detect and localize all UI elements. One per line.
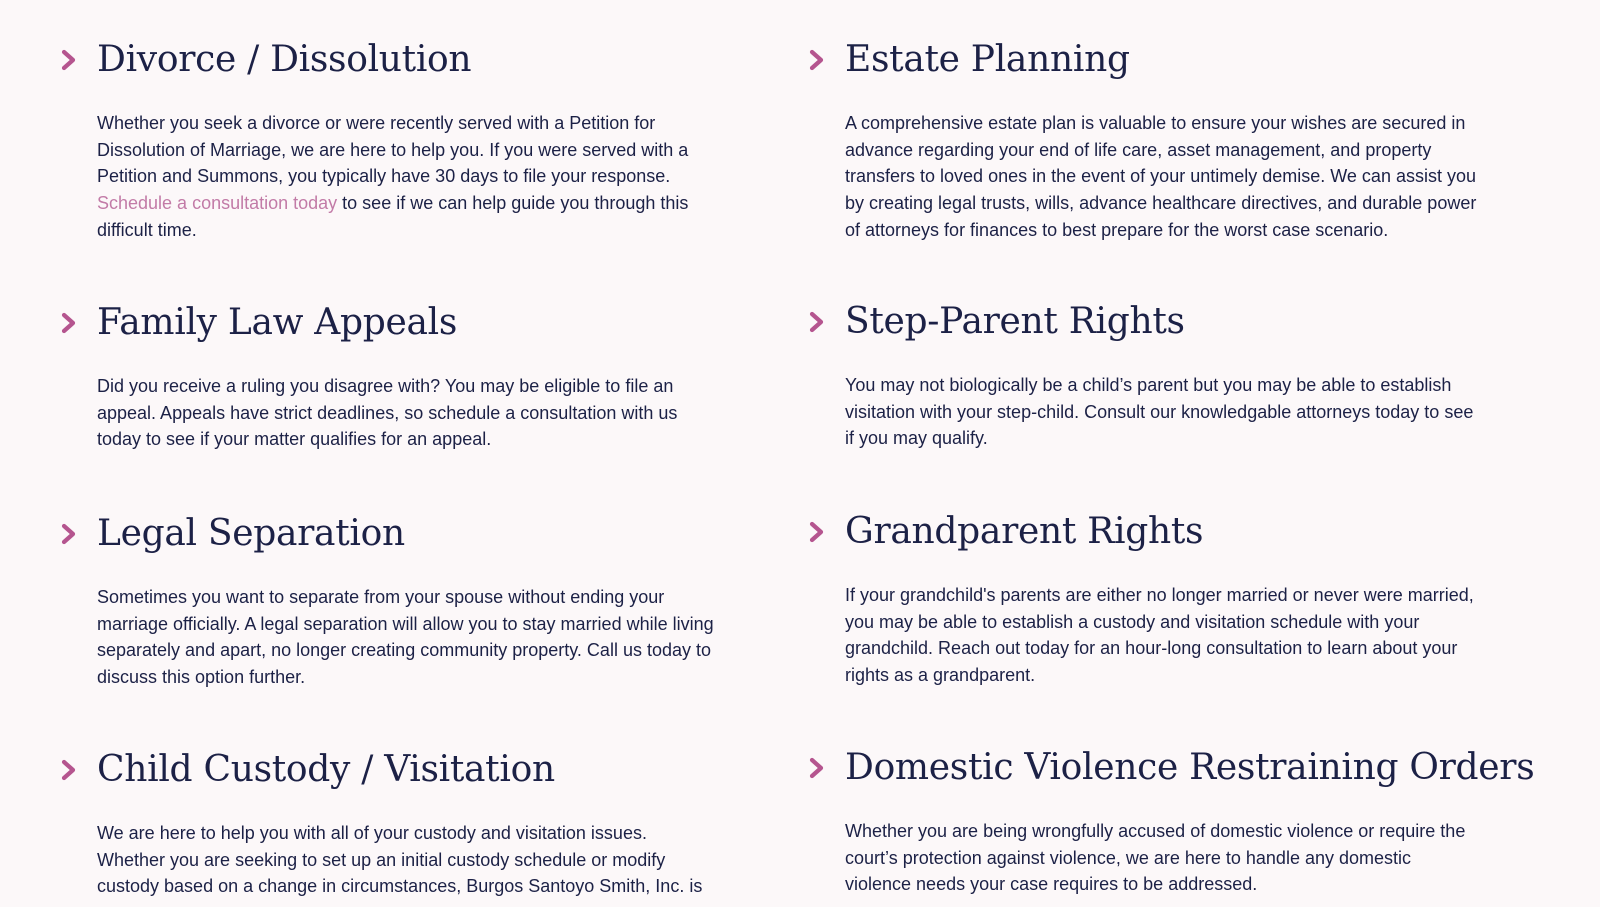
chevron-right-icon [60, 48, 82, 72]
practice-area-header [808, 746, 1535, 796]
practice-area-description: A comprehensive estate plan is valuable to ensure your wishes are secured in advance regarding your end of life care, asset management, and property transfers to loved ones in the event of your untimely demise. We can assist you by creating legal trusts, wills, advance healthcare directives, and durable power of attorneys for finances to best prepare for the worst case scenario. [845, 113, 1477, 240]
chevron-right-icon [60, 311, 82, 335]
chevron-right-icon [60, 522, 82, 546]
practice-area-grandparent-rights [808, 510, 1488, 689]
schedule-consultation-link[interactable]: Schedule a consultation today [97, 193, 338, 214]
practice-area-family-law-appeals [60, 301, 720, 453]
practice-area-legal-separation [60, 512, 720, 691]
practice-area-header [808, 510, 1488, 560]
practice-area-description: Sometimes you want to separate from your spouse without ending your marriage officially. A legal separation will allow you to stay married while living separately and apart, no longer creating community property. Call us today to discuss this option further. [97, 587, 714, 688]
practice-area-header [60, 748, 720, 798]
practice-area-title: Child Custody / Visitation [97, 749, 555, 790]
chevron-right-icon [808, 756, 830, 780]
chevron-right-icon [60, 758, 82, 782]
practice-area-description: Whether you are being wrongfully accused of domestic violence or require the court’s protection against violence, we are here to handle any domestic violence needs your case requires to be addressed. [845, 821, 1466, 895]
practice-area-title: Step-Parent Rights [845, 301, 1185, 342]
practice-area-title: Legal Separation [97, 513, 405, 554]
practice-area-description: Did you receive a ruling you disagree with? You may be eligible to file an appeal. Appeals have strict deadlines, so schedule a consultation with us today to see if your matter qualifies for an appeal. [97, 376, 678, 450]
practice-area-header [808, 300, 1488, 350]
practice-area-divorce [60, 38, 720, 244]
practice-area-header [60, 301, 720, 351]
practice-area-title: Domestic Violence Restraining Orders [845, 747, 1535, 788]
practice-area-description: If your grandchild's parents are either no longer married or never were married, you may be able to establish a custody and visitation schedule with your grandchild. Reach out today for an hour-long consultation to learn about your rights as a grandparent. [845, 585, 1474, 686]
practice-area-description [60, 110, 717, 244]
practice-area-estate-planning [808, 38, 1488, 244]
chevron-right-icon [808, 310, 830, 334]
practice-area-title: Estate Planning [845, 39, 1130, 80]
practice-area-header [60, 38, 720, 88]
chevron-right-icon [808, 48, 830, 72]
chevron-right-icon [808, 520, 830, 544]
description-text: Whether you seek a divorce or were recently served with a Petition for Dissolution of Marriage, we are here to help you. If you were served with a Petition and Summons, you typically have 30 days to file your response. [97, 113, 689, 187]
practice-area-domestic-violence [808, 746, 1535, 898]
practice-area-description: We are here to help you with all of your custody and visitation issues. Whether you are seeking to set up an initial custody schedule or modify custody based on a change in circumstances, Burgos Santoyo Smith, Inc. is [97, 823, 703, 897]
practice-area-step-parent-rights [808, 300, 1488, 452]
practice-area-description: You may not biologically be a child’s parent but you may be able to establish visitation with your step-child. Consult our knowledgable attorneys today to see if you may qualify. [845, 375, 1474, 449]
practice-area-title: Grandparent Rights [845, 511, 1204, 552]
practice-area-title: Divorce / Dissolution [97, 39, 472, 80]
description-text: to see if we can help guide you through this difficult time. [97, 193, 689, 240]
practice-area-header [60, 512, 720, 562]
practice-area-header [808, 38, 1488, 88]
practice-area-title: Family Law Appeals [97, 302, 458, 343]
practice-area-child-custody [60, 748, 720, 900]
